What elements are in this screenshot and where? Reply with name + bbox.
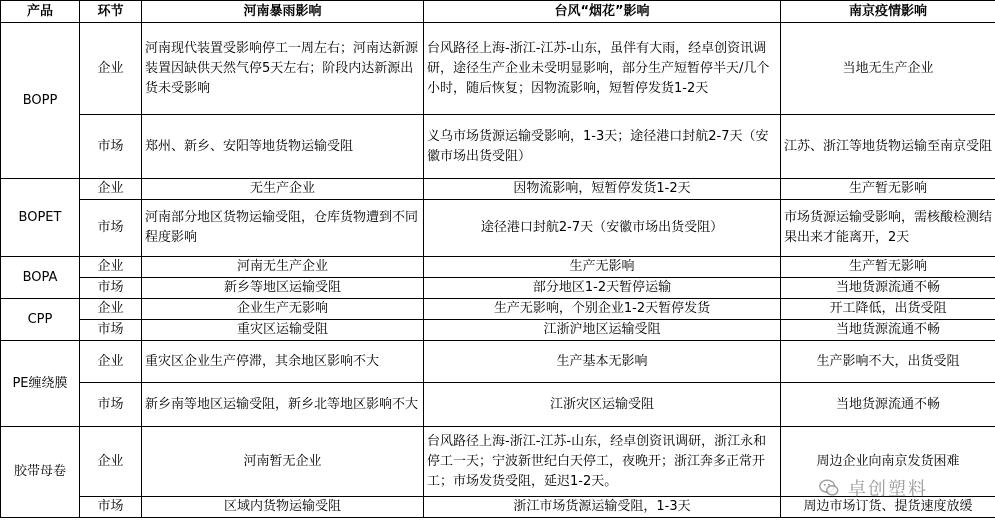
nanjing-cell: 周边企业向南京发货困难 — [781, 427, 995, 497]
table-row — [1, 497, 995, 518]
typhoon-cell: 江浙灾区运输受阻 — [424, 383, 781, 427]
henan-cell: 重灾区企业生产停滞，其余地区影响不大 — [142, 341, 424, 383]
header-row — [1, 1, 995, 23]
table-row — [1, 115, 995, 179]
stage-cell: 市场 — [80, 200, 142, 257]
typhoon-cell: 江浙沪地区运输受阻 — [424, 320, 781, 341]
header-typhoon: 台风“烟花”影响 — [424, 1, 781, 23]
stage-cell: 市场 — [80, 115, 142, 179]
stage-cell: 市场 — [80, 278, 142, 299]
typhoon-cell: 生产基本无影响 — [424, 341, 781, 383]
henan-cell: 区域内货物运输受阻 — [142, 497, 424, 518]
product-cell: BOPET — [1, 179, 80, 257]
table-row — [1, 23, 995, 115]
nanjing-cell: 当地货源流通不畅 — [781, 383, 995, 427]
henan-cell: 企业生产无影响 — [142, 299, 424, 320]
nanjing-cell: 当地货源流通不畅 — [781, 320, 995, 341]
typhoon-cell: 浙江市场货源运输受阻，1-3天 — [424, 497, 781, 518]
table-row — [1, 257, 995, 278]
nanjing-cell: 当地无生产企业 — [781, 23, 995, 115]
stage-cell: 企业 — [80, 23, 142, 115]
typhoon-cell: 部分地区1-2天暂停运输 — [424, 278, 781, 299]
typhoon-cell: 台风路径上海-浙江-江苏-山东，虽伴有大雨，经卓创资讯调研，途径生产企业未受明显影响，部分生产短暂停半天/几个小时，随后恢复；因物流影响，短暂停发货1-2天 — [424, 23, 781, 115]
header-nanjing: 南京疫情影响 — [781, 1, 995, 23]
typhoon-cell: 台风路径上海-浙江-江苏-山东，经卓创资讯调研，浙江永和停工一天；宁波新世纪白天停工，夜晚开；浙江奔多正常开工；市场发货受阻，延迟1-2天。 — [424, 427, 781, 497]
nanjing-cell: 市场货源运输受影响，需核酸检测结果出来才能离开，2天 — [781, 200, 995, 257]
stage-cell: 企业 — [80, 257, 142, 278]
product-cell: BOPA — [1, 257, 80, 299]
typhoon-cell: 因物流影响，短暂停发货1-2天 — [424, 179, 781, 200]
stage-cell: 市场 — [80, 497, 142, 518]
typhoon-cell: 义乌市场货源运输受影响，1-3天；途径港口封航2-7天（安徽市场出货受阻） — [424, 115, 781, 179]
product-cell: BOPP — [1, 23, 80, 179]
table-row — [1, 341, 995, 383]
table-row — [1, 278, 995, 299]
nanjing-cell: 当地货源流通不畅 — [781, 278, 995, 299]
header-stage: 环节 — [80, 1, 142, 23]
header-product: 产品 — [1, 1, 80, 23]
typhoon-cell: 生产无影响，个别企业1-2天暂停发货 — [424, 299, 781, 320]
table-row — [1, 383, 995, 427]
header-henan: 河南暴雨影响 — [142, 1, 424, 23]
stage-cell: 企业 — [80, 299, 142, 320]
table-row — [1, 200, 995, 257]
henan-cell: 河南部分地区货物运输受阻，仓库货物遭到不同程度影响 — [142, 200, 424, 257]
typhoon-cell: 生产无影响 — [424, 257, 781, 278]
henan-cell: 重灾区运输受阻 — [142, 320, 424, 341]
stage-cell: 企业 — [80, 341, 142, 383]
henan-cell: 新乡等地区运输受阻 — [142, 278, 424, 299]
henan-cell: 河南现代装置受影响停工一周左右；河南达新源装置因缺供天然气停5天左右；阶段内达新源出货未受影响 — [142, 23, 424, 115]
product-cell: 胶带母卷 — [1, 427, 80, 518]
stage-cell: 市场 — [80, 383, 142, 427]
nanjing-cell: 江苏、浙江等地货物运输至南京受阻 — [781, 115, 995, 179]
stage-cell: 企业 — [80, 427, 142, 497]
henan-cell: 郑州、新乡、安阳等地货物运输受阻 — [142, 115, 424, 179]
table-row — [1, 427, 995, 497]
nanjing-cell: 生产暂无影响 — [781, 257, 995, 278]
table-row — [1, 179, 995, 200]
nanjing-cell: 周边市场订货、提货速度放缓 — [781, 497, 995, 518]
nanjing-cell: 生产影响不大，出货受阻 — [781, 341, 995, 383]
henan-cell: 新乡南等地区运输受阻，新乡北等地区影响不大 — [142, 383, 424, 427]
stage-cell: 市场 — [80, 320, 142, 341]
henan-cell: 河南无生产企业 — [142, 257, 424, 278]
nanjing-cell: 开工降低，出货受阻 — [781, 299, 995, 320]
table-row — [1, 299, 995, 320]
table-row — [1, 320, 995, 341]
typhoon-cell: 途径港口封航2-7天（安徽市场出货受阻） — [424, 200, 781, 257]
nanjing-cell: 生产暂无影响 — [781, 179, 995, 200]
henan-cell: 无生产企业 — [142, 179, 424, 200]
watermark-text: 卓创塑料 — [848, 479, 928, 500]
product-cell: CPP — [1, 299, 80, 341]
stage-cell: 企业 — [80, 179, 142, 200]
henan-cell: 河南暂无企业 — [142, 427, 424, 497]
product-cell: PE缠绕膜 — [1, 341, 80, 427]
